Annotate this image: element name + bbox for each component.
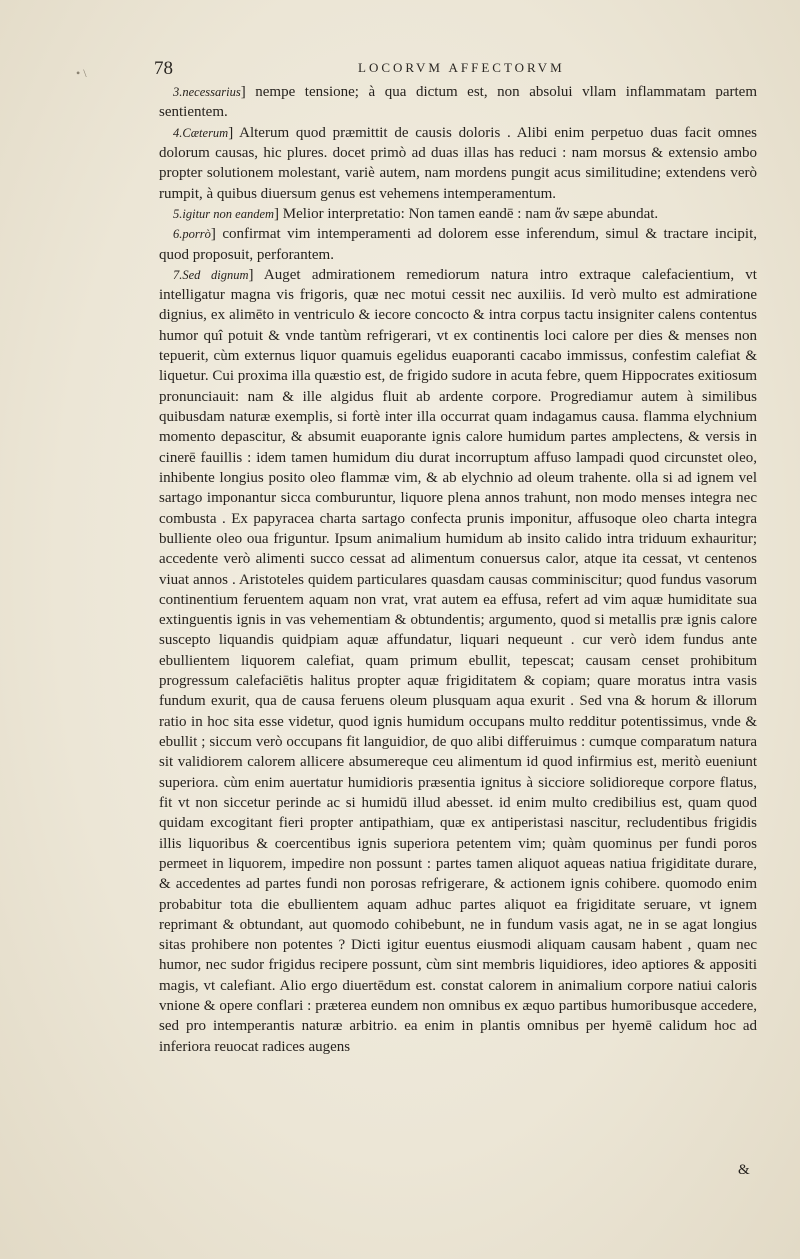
lemma: 4.Cæterum (173, 125, 229, 140)
lemma: 3.necessarius (173, 85, 241, 99)
commentary-paragraph (159, 224, 757, 265)
lemma: 7.Sed dignum (173, 267, 249, 282)
lemma: 6.porrò (173, 227, 211, 242)
paragraph-text: ] confirmat vim intemperamenti ad dolorem esse inferendum, simul & tractare incipit, quod proposuit, perforantem. (159, 226, 757, 263)
commentary-paragraph (159, 265, 757, 1057)
commentary-paragraph (159, 82, 757, 123)
margin-mark: • \ (76, 66, 87, 80)
paragraph-text: ] nempe tensione; à qua dictum est, non absolui vllam inflammatam partem sentientem. (159, 84, 757, 121)
page-number: 78 (154, 58, 173, 79)
paragraph-text: ] Auget admirationem remediorum natura intro extraque calefacientium, vt intelligatur magna vis frigoris, quæ nec motui cessit nec auxiliis. Id verò multo est admiratione dignius, ex alimēto in ventriculo & iecore concocto & intra corpus tactu insigniter calens contentus humor quî potuit & vnde tantùm refrigerari, vt ex continentis loci calore per dies & menses non tepuerit, cùm externus liquor quamuis egelidus euaporanti cacabo immissus, confestim calefiat & liquetur. Cui proxima illa quæstio est, de frigido sudore in acuta febre, quem Hippocrates exitiosum pronunciauit: nam & ille algidus fluit ab ardente corpore. Progrediamur autem à similibus quibusdam naturæ exemplis, si fortè inter illa occurrat quam indagamus causa. flamma elychnium momento depascitur, & absumit euaporante ignis calore humidum partes amplectens, & versis in cinerē fauillis : idem tamen humidum diu durat incorruptum affuso lampadi quod circunstet oleo, inhibente longius posito oleo flammæ vim, & ab elychnio ad oleum trahente. olla si ad ignem vel sartago imponantur sicca comburuntur, liquore plena annos trahunt, non modo menses integra nec combusta . Ex papyracea charta sartago confecta prunis imponitur, affusoque oleo charta integra bulliente oleo oua friguntur. Ipsum animalium humidum ab insito calido intra triduum exhauritur; accedente verò alimenti succo cessat ad alimentum conuersus calor, atque ita cessat, vt centenos viuat annos . Aristoteles quidem particulares quasdam causas comminiscitur; quod fundus vasorum continentium feruentem aquam non vrat, vrat autem ea effusa, refert ad vim aquæ humiditate sua extinguentis ignis in vas vehementiam & obtundentis; argumento, quod si metallis præ ignis calore suscepto liquandis quidpiam aquæ affundatur, liquari nequeunt . cur verò idem fundus ante ebullientem liquorem calefiat, quam primum ebullit, tepescat; causam censet prohibitum progressum calefaciētis halitus propter aquæ frigiditatem & copiam; quare moratus intra vasis fundum exurit, qua de causa feruens oleum plusquam aqua exurit . Sed vna & horum & illorum ratio in hoc sita esse videtur, quod ignis humidum occupans multo redditur potentissimus, vnde & ebullit ; siccum verò occupans fit languidior, de quo alibi differuimus : cumque comparatum natura sit validiorem calorem allicere absumereque ceu alimentum id quod infirmius est, meritò eueniunt superiora. cùm enim auertatur humidioris præsentia ignitus à sicciore solidioreque corpore flatus, fit vt non siccetur perinde ac si humidū illud abesset. id enim multo credibilius est, quam quod quidam excogitant fieri propter antipathiam, quæ ex antiperistasi nascitur, recludentibus frigidis illis liquoribus & coercentibus ignis superiora petentem vim; quàm quominus per fundi poros permeet in liquorem, impedire non possunt : partes tamen aliquot aqueas natiua frigiditate durare, & accedentes ad partes fundi non porosas refrigerare, & actionem ignis cohibere. quomodo enim probabitur tota die ebullientem aquam adhuc partes aliquot ea frigiditate seruare, vt ignem reprimant & obtundant, aut quomodo cohibebunt, ne in fundum vasis agat, ne in se agat longius sitas prohibere non potentes ? Dicti igitur euentus eiusmodi aliquam causam habent , quam nec humor, nec sudor frigidus recipere possunt, cùm sint membris liquidiores, ideo aptiores & appositi magis, vt calefiant. Alio ergo diuertēdum est. constat calorem in animalium corpore natiui caloris vnione & opere conflari : præterea eundem non omnibus ex æquo partibus humoribusque accedere, sed pro intemperantis naturæ arbitrio. ea enim in plantis omnibus per hyemē calidum hoc ad inferiora reuocat radices augens (159, 266, 757, 1055)
commentary-paragraph (159, 123, 757, 204)
paragraph-text: ] Melior interpretatio: Non tamen eandē : nam ἄν sæpe abundat. (274, 205, 659, 222)
commentary-paragraph (159, 204, 757, 224)
page-header (0, 58, 800, 82)
lemma: 5.igitur non eandem (173, 206, 275, 221)
paragraph-text: ] Alterum quod præmittit de causis doloris . Alibi enim perpetuo duas facit omnes dolorum causas, hic plures. docet primò ad duas illas has reduci : nam morsus & extensio ambo propter solutionem molestant, variè autem, nam mordens pungit acus similitudine; extendens verò rumpit, à quibus diuersum genus est vehemens intemperamentum. (159, 124, 757, 202)
running-head: LOCORVM AFFECTORVM (358, 60, 565, 75)
catchword: & (738, 1162, 750, 1178)
body-text (159, 82, 757, 1057)
